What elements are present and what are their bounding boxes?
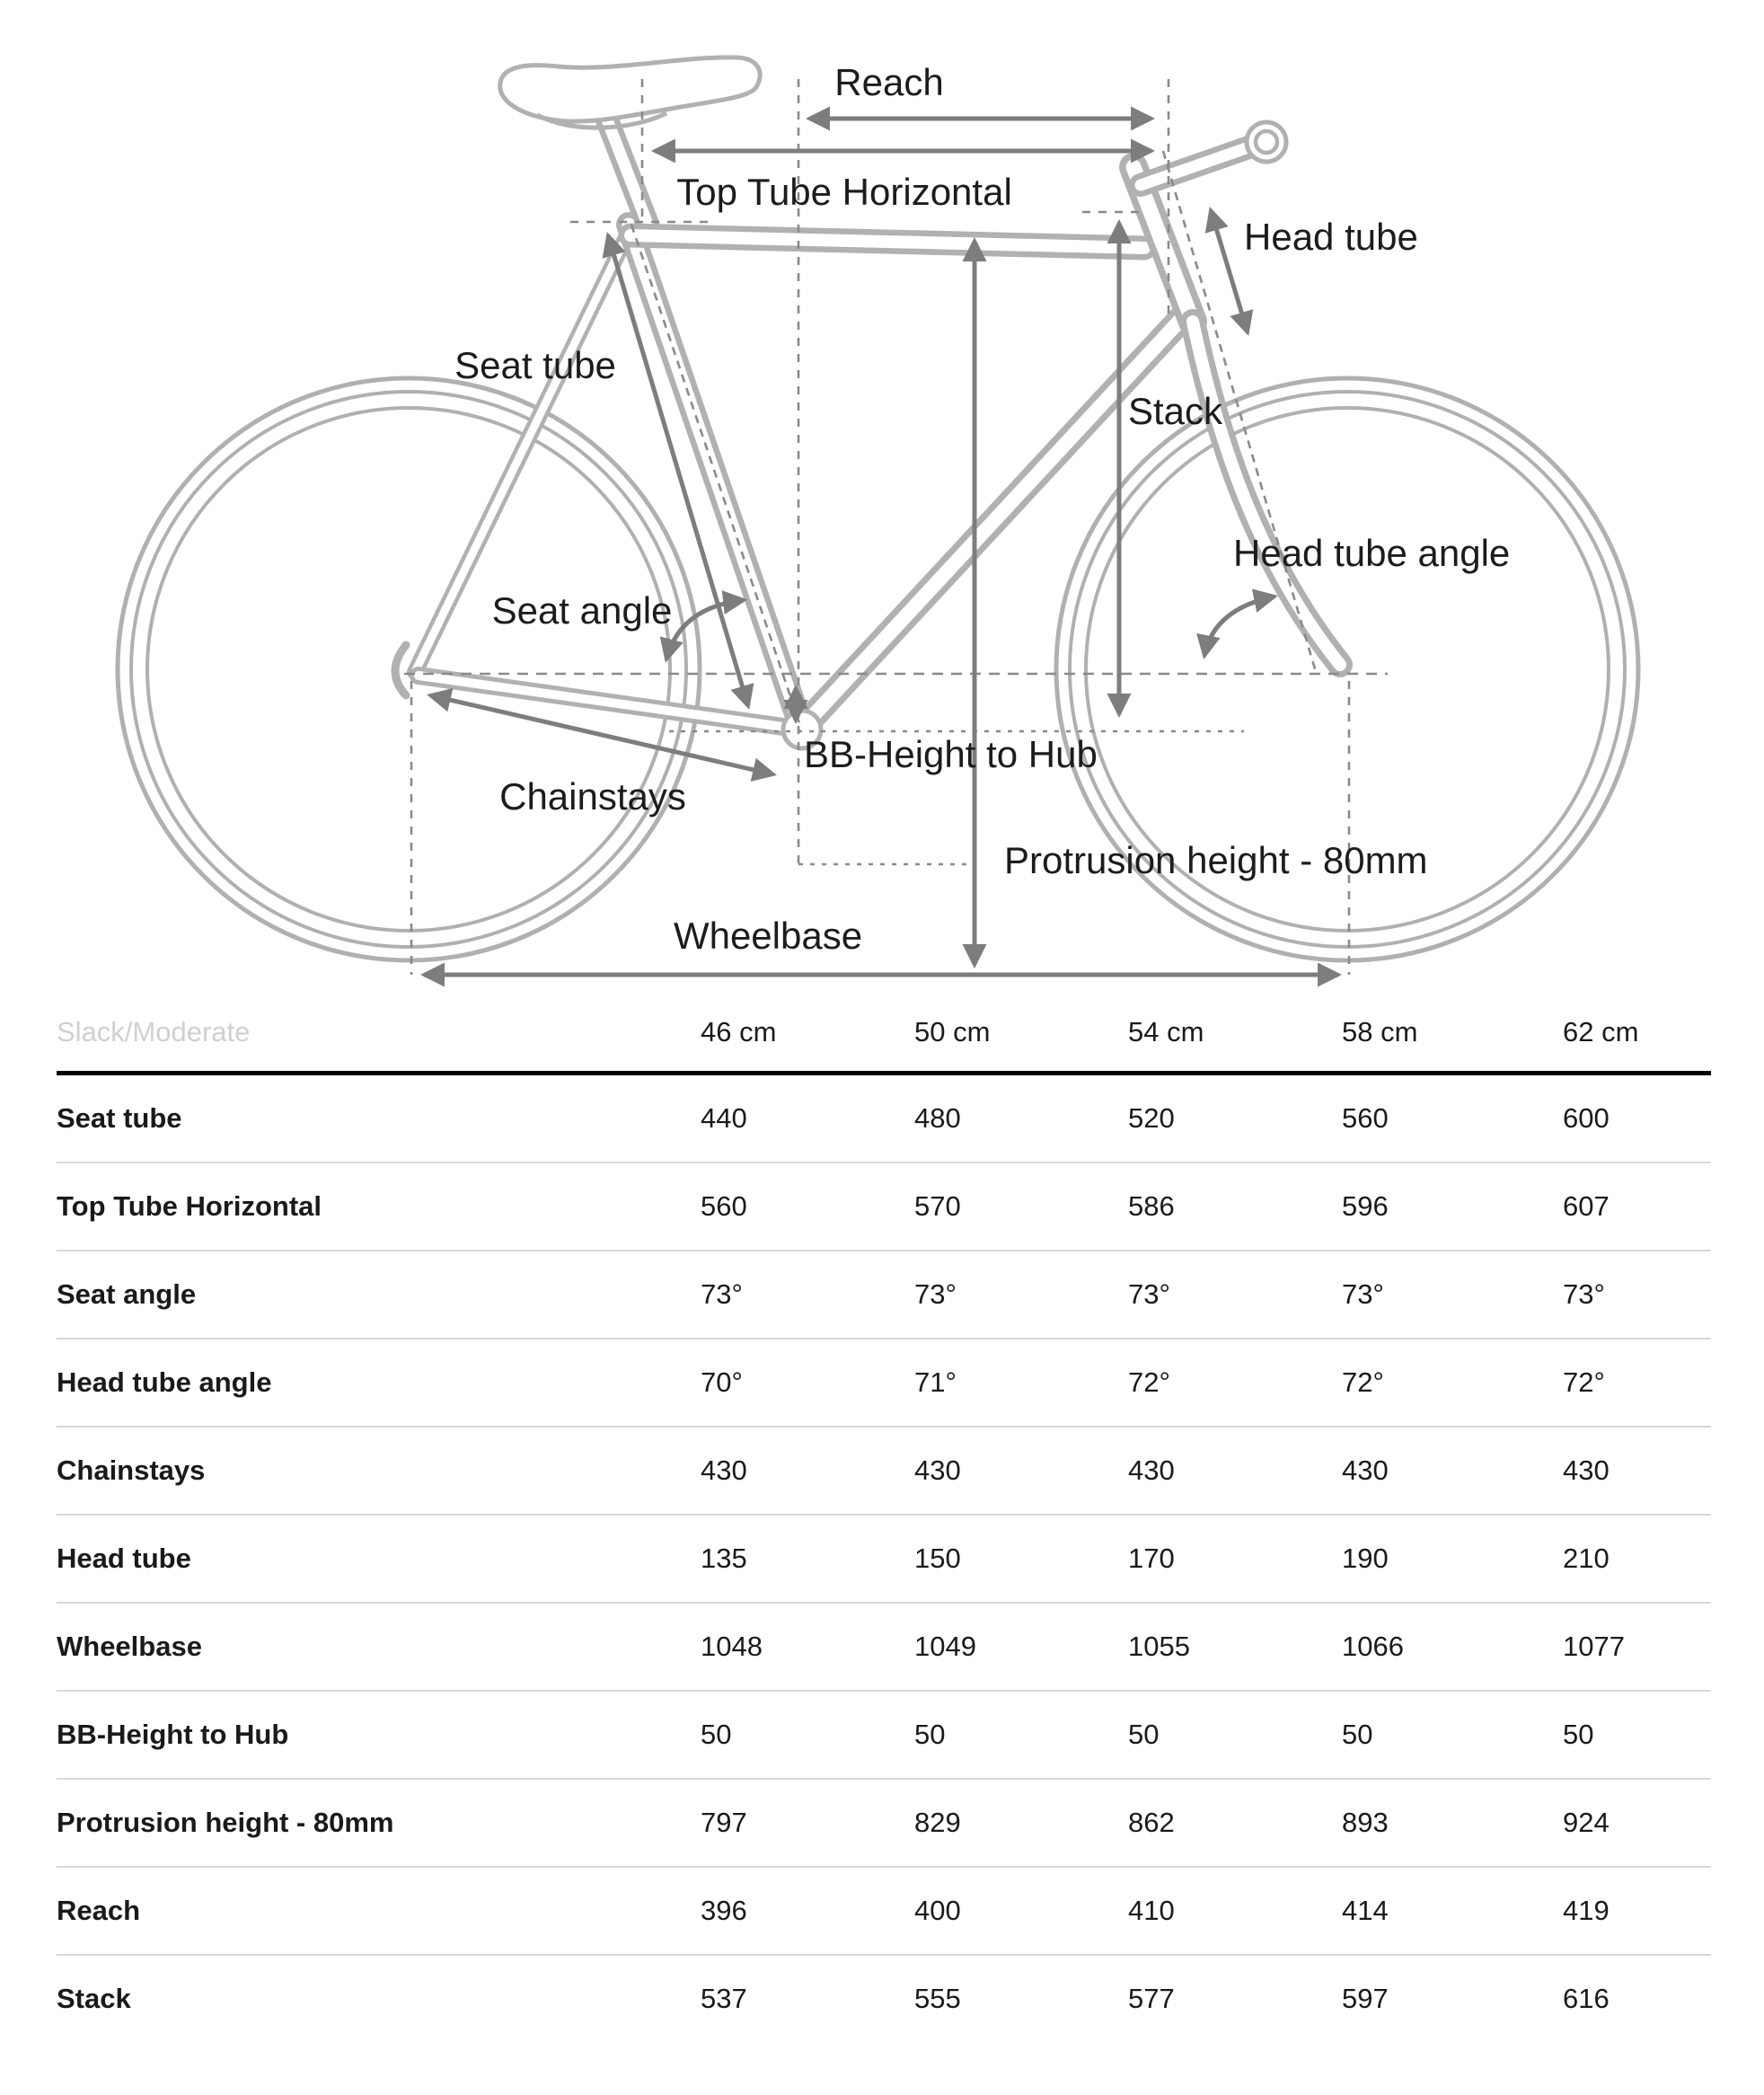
- bike-geometry-diagram: [0, 0, 1764, 1015]
- cell-value: 596: [1342, 1190, 1389, 1222]
- size-column-50: 50 cm: [914, 1015, 991, 1048]
- head-tube-angle-label: Head tube angle: [1233, 532, 1511, 574]
- row-label: Seat angle: [57, 1278, 197, 1310]
- cell-value: 924: [1563, 1807, 1610, 1838]
- cell-value: 190: [1342, 1543, 1389, 1574]
- cell-value: 396: [701, 1895, 747, 1926]
- protrusion-label: Protrusion height - 80mm: [1004, 839, 1428, 881]
- cell-value: 597: [1342, 1983, 1389, 2014]
- cell-value: 150: [914, 1543, 961, 1574]
- row-label: Head tube angle: [57, 1366, 272, 1398]
- cell-value: 1077: [1563, 1631, 1625, 1662]
- table-row: [57, 1163, 1711, 1251]
- row-label: Seat tube: [57, 1102, 182, 1134]
- row-label: Protrusion height - 80mm: [57, 1807, 394, 1838]
- cell-value: 616: [1563, 1983, 1610, 2014]
- table-row: [57, 1251, 1711, 1339]
- cell-value: 555: [914, 1983, 961, 2014]
- cell-value: 135: [701, 1543, 747, 1574]
- table-row: [57, 1339, 1711, 1428]
- cell-value: 1048: [701, 1631, 763, 1662]
- saddle: [500, 57, 760, 128]
- table-row: [57, 1604, 1711, 1692]
- cell-value: 560: [701, 1190, 747, 1222]
- geometry-table-header: [57, 993, 1711, 1075]
- cell-value: 1066: [1342, 1631, 1404, 1662]
- head-tube-arrow: [1211, 210, 1248, 332]
- cell-value: 70°: [701, 1366, 743, 1398]
- table-row: [57, 1780, 1711, 1868]
- reach-label: Reach: [834, 61, 944, 103]
- head-tube-label: Head tube: [1244, 216, 1418, 258]
- cell-value: 73°: [1128, 1278, 1170, 1310]
- cell-value: 73°: [1563, 1278, 1605, 1310]
- cell-value: 430: [701, 1454, 747, 1486]
- head-tube-angle-arc: [1204, 597, 1274, 656]
- size-column-46: 46 cm: [701, 1015, 777, 1048]
- cell-value: 400: [914, 1895, 961, 1926]
- cell-value: 586: [1128, 1190, 1175, 1222]
- row-label: Reach: [57, 1895, 141, 1926]
- cell-value: 73°: [914, 1278, 957, 1310]
- cell-value: 430: [1128, 1454, 1175, 1486]
- cell-value: 577: [1128, 1983, 1175, 2014]
- cell-value: 50: [1563, 1719, 1594, 1750]
- cell-value: 170: [1128, 1543, 1175, 1574]
- seat-tube-label: Seat tube: [454, 344, 616, 386]
- cell-value: 430: [1563, 1454, 1610, 1486]
- cell-value: 560: [1342, 1102, 1389, 1134]
- cell-value: 1049: [914, 1631, 976, 1662]
- row-label: Top Tube Horizontal: [57, 1190, 322, 1222]
- cell-value: 71°: [914, 1366, 957, 1398]
- cell-value: 73°: [1342, 1278, 1384, 1310]
- cell-value: 570: [914, 1190, 961, 1222]
- cell-value: 72°: [1563, 1366, 1605, 1398]
- cell-value: 520: [1128, 1102, 1175, 1134]
- row-label: Stack: [57, 1983, 131, 2014]
- size-column-58: 58 cm: [1342, 1015, 1418, 1048]
- cell-value: 72°: [1342, 1366, 1384, 1398]
- cell-value: 440: [701, 1102, 747, 1134]
- table-variant-label: Slack/Moderate: [57, 1015, 251, 1048]
- row-label: Wheelbase: [57, 1631, 202, 1662]
- cell-value: 72°: [1128, 1366, 1170, 1398]
- bb-height-label: BB-Height to Hub: [804, 733, 1098, 775]
- table-row: [57, 1692, 1711, 1780]
- cell-value: 430: [1342, 1454, 1389, 1486]
- cell-value: 50: [1342, 1719, 1373, 1750]
- table-row: [57, 1516, 1711, 1604]
- seat-angle-label: Seat angle: [491, 589, 673, 632]
- cell-value: 600: [1563, 1102, 1610, 1134]
- row-label: BB-Height to Hub: [57, 1719, 289, 1750]
- top-tube-label: Top Tube Horizontal: [676, 171, 1012, 213]
- table-row: [57, 1428, 1711, 1516]
- geometry-table: [57, 993, 1711, 2042]
- cell-value: 410: [1128, 1895, 1175, 1926]
- handlebar: [1247, 122, 1286, 162]
- cell-value: 893: [1342, 1807, 1389, 1838]
- cell-value: 797: [701, 1807, 747, 1838]
- cell-value: 480: [914, 1102, 961, 1134]
- row-label: Head tube: [57, 1543, 191, 1574]
- cell-value: 607: [1563, 1190, 1610, 1222]
- cell-value: 419: [1563, 1895, 1610, 1926]
- cell-value: 50: [701, 1719, 732, 1750]
- wheelbase-label: Wheelbase: [673, 915, 863, 957]
- cell-value: 537: [701, 1983, 747, 2014]
- cell-value: 862: [1128, 1807, 1175, 1838]
- cell-value: 414: [1342, 1895, 1389, 1926]
- chainstays-label: Chainstays: [499, 775, 686, 818]
- table-row: [57, 1868, 1711, 1956]
- table-row: [57, 1956, 1711, 2042]
- size-column-54: 54 cm: [1128, 1015, 1204, 1048]
- cell-value: 1055: [1128, 1631, 1190, 1662]
- row-label: Chainstays: [57, 1454, 206, 1486]
- table-row: [57, 1075, 1711, 1163]
- cell-value: 73°: [701, 1278, 743, 1310]
- cell-value: 50: [914, 1719, 946, 1750]
- size-column-62: 62 cm: [1563, 1015, 1639, 1048]
- cell-value: 210: [1563, 1543, 1610, 1574]
- cell-value: 430: [914, 1454, 961, 1486]
- cell-value: 50: [1128, 1719, 1160, 1750]
- cell-value: 829: [914, 1807, 961, 1838]
- stack-label: Stack: [1128, 390, 1223, 432]
